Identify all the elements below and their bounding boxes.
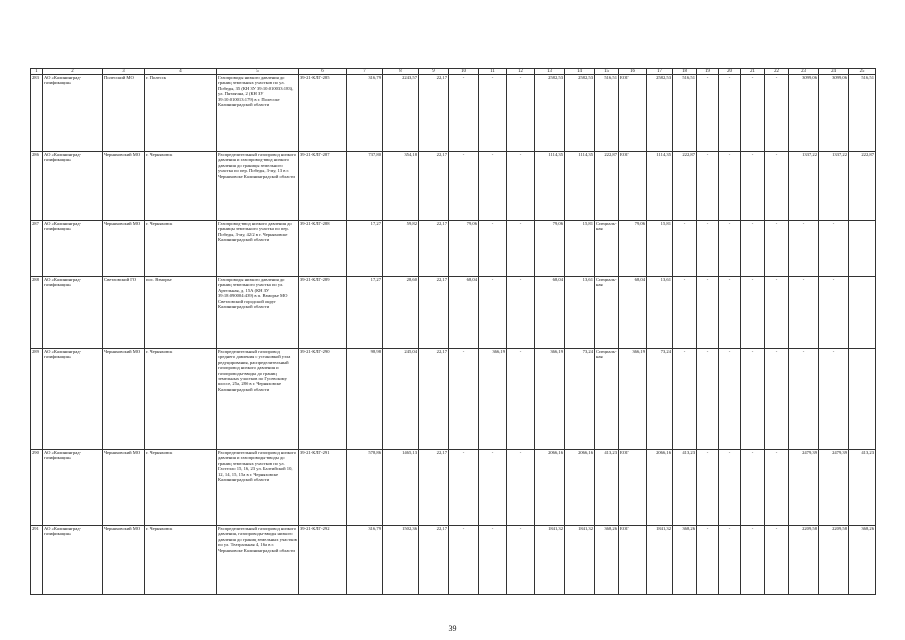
table-cell: - bbox=[697, 221, 719, 277]
table-cell: - bbox=[507, 277, 535, 349]
table-cell: Газопроводы низкого давления до границ земельных участков по ул. Победы, 35 (КН ЗУ 39:10:010033:183), ул. Пятлячна, 2 (КН ЗУ 39:10:010013:179) в г. Полесске Калининградской области bbox=[217, 75, 299, 152]
table-cell: - bbox=[507, 152, 535, 221]
table-cell: - bbox=[479, 75, 507, 152]
table-cell: Газопроводы низкого давления до границ земельного участка по ул. Артельная, д. 15А (КН ЗУ 39:18:090004:439) в п. Взморье МО Светловский городской округ Калининградской области bbox=[217, 277, 299, 349]
column-number: 21 bbox=[741, 69, 765, 75]
table-cell: 39-21-КЛГ-290 bbox=[299, 349, 347, 450]
table-cell: 290 bbox=[31, 450, 43, 526]
table-cell: - bbox=[765, 349, 789, 450]
table-cell: 3099,06 bbox=[819, 75, 849, 152]
table-cell: 316,79 bbox=[347, 75, 383, 152]
table-cell: 68,04 bbox=[449, 277, 479, 349]
column-number: 8 bbox=[383, 69, 419, 75]
table-cell: Распределительный газопровод низкого давления и газопровод-ввод низкого давления до границы земельного участка по пер. Победы, 3-му, 13 в г. Черняховске Калининградской области bbox=[217, 152, 299, 221]
table-cell: 222,87 bbox=[849, 152, 876, 221]
table-cell: - bbox=[819, 349, 849, 450]
column-number: 6 bbox=[299, 69, 347, 75]
table-cell: 39-21-КЛГ-287 bbox=[299, 152, 347, 221]
table-cell: 15,81 bbox=[565, 221, 595, 277]
page-number: 39 bbox=[448, 624, 457, 633]
table-cell: 22,17 bbox=[419, 526, 449, 595]
table-cell: 39-21-КЛГ-288 bbox=[299, 221, 347, 277]
table-cell: 68,04 bbox=[535, 277, 565, 349]
column-number: 4 bbox=[145, 69, 217, 75]
table-cell: - bbox=[673, 277, 697, 349]
table-cell: 316,79 bbox=[347, 526, 383, 595]
table-cell: 366,19 bbox=[479, 349, 507, 450]
table-cell: 222,87 bbox=[673, 152, 697, 221]
table-cell: Распределительный газопровод среднего давления с установкой узла редуцирования, распределительный газопровод низкого давления и газопроводы-вводы до границ земельных участков по Гусевскому шоссе, 25а, 28б в г. Черняховске Калининградской области bbox=[217, 349, 299, 450]
column-number: 23 bbox=[789, 69, 819, 75]
table-cell: 1114,35 bbox=[535, 152, 565, 221]
table-cell: 2243,57 bbox=[383, 75, 419, 152]
table-cell: г. Черняховск bbox=[145, 221, 217, 277]
table-cell: - bbox=[741, 450, 765, 526]
table-cell: - bbox=[479, 152, 507, 221]
table-cell: 2066,16 bbox=[565, 450, 595, 526]
table-cell: - bbox=[697, 526, 719, 595]
table-cell: - bbox=[741, 152, 765, 221]
table-cell: 283 bbox=[31, 75, 43, 152]
table-cell: - bbox=[507, 526, 535, 595]
table-cell: - bbox=[449, 152, 479, 221]
table-cell: - bbox=[719, 152, 741, 221]
column-number: 14 bbox=[565, 69, 595, 75]
table-cell: - bbox=[507, 75, 535, 152]
table-cell: 98,98 bbox=[347, 349, 383, 450]
table-cell: 413,23 bbox=[849, 450, 876, 526]
table-cell: 1114,35 bbox=[647, 152, 673, 221]
table-cell: 2066,16 bbox=[535, 450, 565, 526]
table-cell: 1841,32 bbox=[535, 526, 565, 595]
table-cell: - bbox=[449, 526, 479, 595]
table-cell: г. Черняховск bbox=[145, 450, 217, 526]
table-cell: АО «Калининград-газификация» bbox=[43, 349, 103, 450]
tariff-table bbox=[30, 68, 876, 595]
table-cell: - bbox=[765, 526, 789, 595]
table-cell: 354,18 bbox=[383, 152, 419, 221]
table-cell: 2066,16 bbox=[647, 450, 673, 526]
table-cell: - bbox=[697, 277, 719, 349]
table-cell: - bbox=[719, 526, 741, 595]
table-cell: 578,86 bbox=[347, 450, 383, 526]
table-cell: - bbox=[673, 349, 697, 450]
table-cell: - bbox=[479, 526, 507, 595]
table-cell: - bbox=[673, 221, 697, 277]
table-cell: 289 bbox=[31, 349, 43, 450]
table-row bbox=[31, 450, 876, 526]
column-number: 17 bbox=[647, 69, 673, 75]
table-cell: 2479,39 bbox=[789, 450, 819, 526]
table-cell: - bbox=[479, 277, 507, 349]
table-cell: 291 bbox=[31, 526, 43, 595]
table-cell bbox=[849, 277, 876, 349]
table-cell: АО «Калининград-газификация» bbox=[43, 152, 103, 221]
table-cell: 2582,53 bbox=[535, 75, 565, 152]
column-number: 19 bbox=[697, 69, 719, 75]
table-cell: 79,06 bbox=[619, 221, 647, 277]
column-number: 15 bbox=[595, 69, 619, 75]
table-cell: Светловский ГО bbox=[103, 277, 145, 349]
table-cell: Распределительный газопровод низкого давления и газопроводы-вводы до границ земельных участков по ул. Гастелло 15, 16, 23 ул. Балтийской 10, 12, 14, 15, 15а в г. Черняховске Калининградской области bbox=[217, 450, 299, 526]
table-cell: - bbox=[819, 221, 849, 277]
table-cell: 2209,58 bbox=[819, 526, 849, 595]
table-cell: Черняховский МО bbox=[103, 450, 145, 526]
table-cell: 286 bbox=[31, 152, 43, 221]
table-row bbox=[31, 152, 876, 221]
table-cell: 22,17 bbox=[419, 277, 449, 349]
table-cell: 13,61 bbox=[565, 277, 595, 349]
table-cell: - bbox=[719, 277, 741, 349]
table-cell: 368,26 bbox=[849, 526, 876, 595]
table-cell: 22,17 bbox=[419, 75, 449, 152]
table-cell: пос. Взморье bbox=[145, 277, 217, 349]
table-cell: ЕОГ bbox=[619, 450, 647, 526]
table-cell: АО «Калининград-газификация» bbox=[43, 526, 103, 595]
table-cell: 287 bbox=[31, 221, 43, 277]
table-cell: 22,17 bbox=[419, 152, 449, 221]
table-cell: Распределительный газопровод низкого давления, газопроводы-вводы низкого давления до границ земельных участков по ул. Театральная 4, 16а в г. Черняховске Калининградской области bbox=[217, 526, 299, 595]
table-cell: - bbox=[507, 221, 535, 277]
column-number: 20 bbox=[719, 69, 741, 75]
table-cell: 17,27 bbox=[347, 277, 383, 349]
table-row bbox=[31, 349, 876, 450]
table-cell: 288 bbox=[31, 277, 43, 349]
table-cell: 68,04 bbox=[619, 277, 647, 349]
table-cell: 15,81 bbox=[647, 221, 673, 277]
table-cell: 22,17 bbox=[419, 450, 449, 526]
table-cell: - bbox=[789, 349, 819, 450]
table-cell: - bbox=[449, 75, 479, 152]
table-cell: 3099,06 bbox=[789, 75, 819, 152]
table-cell: АО «Калининград-газификация» bbox=[43, 221, 103, 277]
table-cell: - bbox=[449, 450, 479, 526]
table-cell: - bbox=[741, 349, 765, 450]
table-cell: - bbox=[765, 152, 789, 221]
column-number: 16 bbox=[619, 69, 647, 75]
table-cell: 516,51 bbox=[595, 75, 619, 152]
table-row bbox=[31, 526, 876, 595]
table-cell: - bbox=[789, 277, 819, 349]
table-cell: 368,26 bbox=[595, 526, 619, 595]
table-cell: 2479,39 bbox=[819, 450, 849, 526]
column-number: 22 bbox=[765, 69, 789, 75]
table-cell: 22,17 bbox=[419, 349, 449, 450]
table-cell: - bbox=[719, 75, 741, 152]
table-cell: - bbox=[741, 277, 765, 349]
table-cell: АО «Калининград-газификация» bbox=[43, 450, 103, 526]
table-cell: 1114,35 bbox=[565, 152, 595, 221]
column-number: 9 bbox=[419, 69, 449, 75]
table-cell: 2209,58 bbox=[789, 526, 819, 595]
table-cell: 516,51 bbox=[673, 75, 697, 152]
table-row bbox=[31, 277, 876, 349]
table-cell: ЕОГ bbox=[619, 526, 647, 595]
table-cell: - bbox=[741, 75, 765, 152]
table-cell: 2582,53 bbox=[647, 75, 673, 152]
column-number: 2 bbox=[43, 69, 103, 75]
table-cell: 13,61 bbox=[647, 277, 673, 349]
column-number: 24 bbox=[819, 69, 849, 75]
column-number: 7 bbox=[347, 69, 383, 75]
table-cell: 39-21-КЛГ-291 bbox=[299, 450, 347, 526]
table-cell: г. Черняховск bbox=[145, 152, 217, 221]
table-cell: 39-21-КЛГ-289 bbox=[299, 277, 347, 349]
table-cell: - bbox=[719, 221, 741, 277]
table-cell: г. Черняховск bbox=[145, 526, 217, 595]
table-cell: Черняховский МО bbox=[103, 152, 145, 221]
column-number: 5 bbox=[217, 69, 299, 75]
table-cell: АО «Калининград-газификация» bbox=[43, 277, 103, 349]
table-cell: 73,24 bbox=[565, 349, 595, 450]
table-cell: 222,87 bbox=[595, 152, 619, 221]
table-cell: 366,19 bbox=[619, 349, 647, 450]
table-cell: 245,04 bbox=[383, 349, 419, 450]
table-cell: ЕОГ bbox=[619, 152, 647, 221]
table-cell: - bbox=[765, 221, 789, 277]
table-cell: 17,27 bbox=[347, 221, 383, 277]
table-cell: 79,06 bbox=[535, 221, 565, 277]
table-cell: - bbox=[719, 450, 741, 526]
column-number: 18 bbox=[673, 69, 697, 75]
table-cell: 1841,32 bbox=[565, 526, 595, 595]
table-cell: - bbox=[765, 277, 789, 349]
table-cell: Газопровод-ввод низкого давления до границы земельного участка по пер. Победы, 3-му, 42/2 в г. Черняховске Калининградской области bbox=[217, 221, 299, 277]
table-cell: 39-21-КЛГ-285 bbox=[299, 75, 347, 152]
table-cell: 413,23 bbox=[673, 450, 697, 526]
column-number: 13 bbox=[535, 69, 565, 75]
table-cell: Черняховский МО bbox=[103, 221, 145, 277]
table-cell: - bbox=[697, 75, 719, 152]
table-cell: 1337,22 bbox=[819, 152, 849, 221]
table-cell: 22,17 bbox=[419, 221, 449, 277]
table-cell: - bbox=[697, 152, 719, 221]
table-cell: Полесский МО bbox=[103, 75, 145, 152]
table-cell: - bbox=[507, 349, 535, 450]
column-number: 3 bbox=[103, 69, 145, 75]
table-cell: - bbox=[479, 450, 507, 526]
table-cell: 73,24 bbox=[647, 349, 673, 450]
table-cell: 79,06 bbox=[449, 221, 479, 277]
table-cell: 1502,36 bbox=[383, 526, 419, 595]
table-cell: Черняховский МО bbox=[103, 349, 145, 450]
table-cell: - bbox=[719, 349, 741, 450]
column-number: 10 bbox=[449, 69, 479, 75]
column-number: 11 bbox=[479, 69, 507, 75]
table-cell: - bbox=[789, 221, 819, 277]
table-cell: 59,82 bbox=[383, 221, 419, 277]
table-cell: 516,51 bbox=[849, 75, 876, 152]
table-row bbox=[31, 221, 876, 277]
table-cell: 1465,13 bbox=[383, 450, 419, 526]
table-cell: Специаль-ная bbox=[595, 277, 619, 349]
column-number: 25 bbox=[849, 69, 876, 75]
table-cell: г. Черняховск bbox=[145, 349, 217, 450]
table-cell: - bbox=[507, 450, 535, 526]
table-cell: - bbox=[697, 450, 719, 526]
table-cell: - bbox=[449, 349, 479, 450]
table-cell: 413,23 bbox=[595, 450, 619, 526]
column-number: 12 bbox=[507, 69, 535, 75]
table-cell: - bbox=[741, 526, 765, 595]
table-cell: г. Полесск bbox=[145, 75, 217, 152]
table-cell: 28,60 bbox=[383, 277, 419, 349]
table-cell: Специаль-ная bbox=[595, 221, 619, 277]
table-cell: - bbox=[479, 221, 507, 277]
table-cell bbox=[849, 221, 876, 277]
table-cell: 39-21-КЛГ-292 bbox=[299, 526, 347, 595]
column-number: 1 bbox=[31, 69, 43, 75]
table-cell: Черняховский МО bbox=[103, 526, 145, 595]
table-cell: - bbox=[819, 277, 849, 349]
table-row bbox=[31, 75, 876, 152]
table-cell: - bbox=[765, 450, 789, 526]
table-cell: - bbox=[765, 75, 789, 152]
table-cell: АО «Калининград-газификация» bbox=[43, 75, 103, 152]
table-cell bbox=[849, 349, 876, 450]
table-cell: 368,26 bbox=[673, 526, 697, 595]
table-cell: 737,80 bbox=[347, 152, 383, 221]
table-cell: 366,19 bbox=[535, 349, 565, 450]
table-cell: 2582,53 bbox=[565, 75, 595, 152]
table-cell: ЕОГ bbox=[619, 75, 647, 152]
table-cell: - bbox=[741, 221, 765, 277]
table-cell: 1337,22 bbox=[789, 152, 819, 221]
table-cell: - bbox=[697, 349, 719, 450]
table-cell: 1841,32 bbox=[647, 526, 673, 595]
table-cell: Специаль-ная bbox=[595, 349, 619, 450]
